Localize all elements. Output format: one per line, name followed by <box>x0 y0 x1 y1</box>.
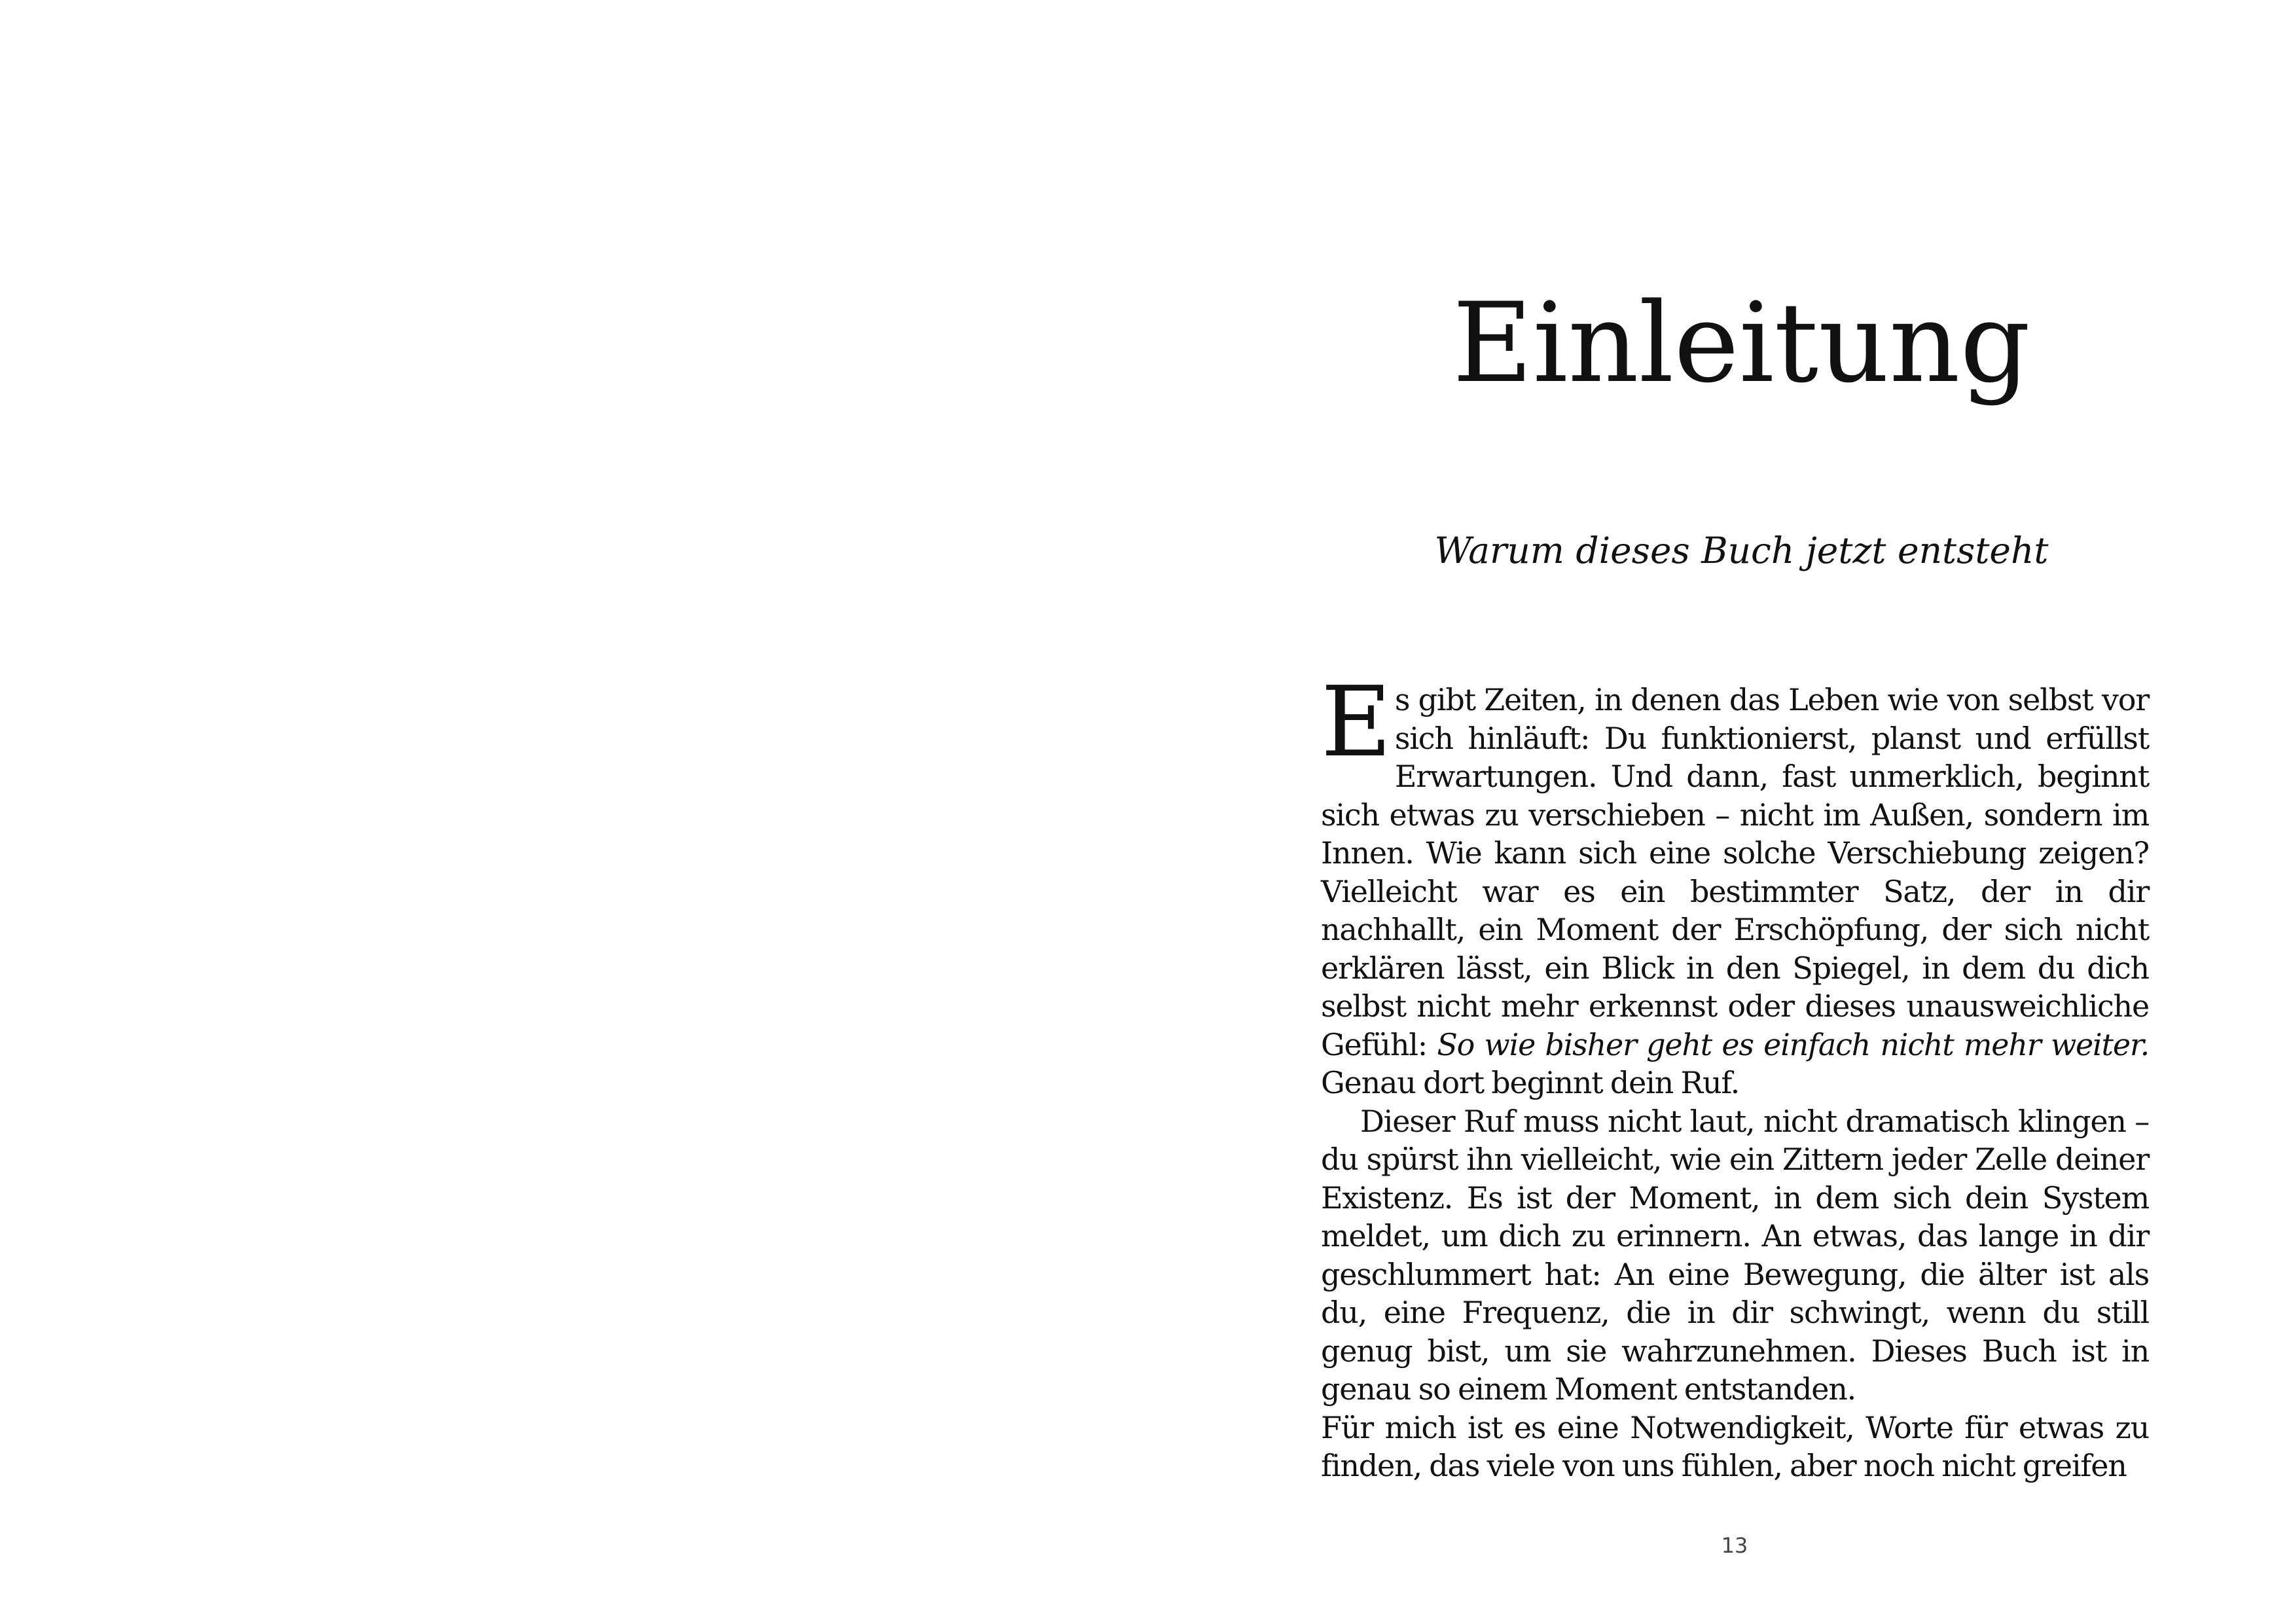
left-page-blank <box>0 0 1144 1624</box>
paragraph-2: Dieser Ruf muss nicht laut, nicht dramatisch klingen – du spürst ihn vielleicht, wie ein Zittern jeder Zelle deiner Existenz. Es ist der Moment, in dem sich dein System meldet, um dich zu erinnern. An etwas, das lange in dir geschlummert hat: An eine Bewegung, die älter ist als du, eine Frequenz, die in dir schwingt, wenn du still genug bist, um sie wahrzunehmen. Dieses Buch ist in genau so einem Moment entstanden. <box>1321 1103 2149 1407</box>
chapter-title: Einleitung <box>1452 279 2030 407</box>
paragraph-1 <box>1321 666 2149 1102</box>
chapter-subtitle: Warum dieses Buch jetzt entsteht <box>1434 530 2049 571</box>
body-text <box>1321 666 2149 1485</box>
paragraph-1-text: s gibt Zeiten, in denen das Leben wie von selbst vor sich hinläuft: Du funktionierst, planst und erfüllst Erwartungen. Und dann, fast unmerklich, beginnt sich etwas zu verschieben – nicht im Außen, sondern im Innen. Wie kann sich eine solche Verschiebung zeigen? Vielleicht war es ein bestimmter Satz, der in dir nachhallt, ein Moment der Erschöpfung, der sich nicht erklären lässt, ein Blick in den Spiegel, in dem du dich selbst nicht mehr erkennst oder dieses unausweichliche Gefühl: <box>1321 682 2149 1062</box>
drop-cap: E <box>1321 666 1391 778</box>
paragraph-1-ending: Genau dort beginnt dein Ruf. <box>1321 1065 1739 1100</box>
paragraph-3: Für mich ist es eine Notwendigkeit, Worte für etwas zu finden, das viele von uns fühlen, aber noch nicht greifen <box>1321 1409 2149 1483</box>
page-number: 13 <box>1721 1533 1748 1558</box>
paragraph-1-emphasis: So wie bisher geht es einfach nicht mehr weiter. <box>1437 1026 2149 1062</box>
